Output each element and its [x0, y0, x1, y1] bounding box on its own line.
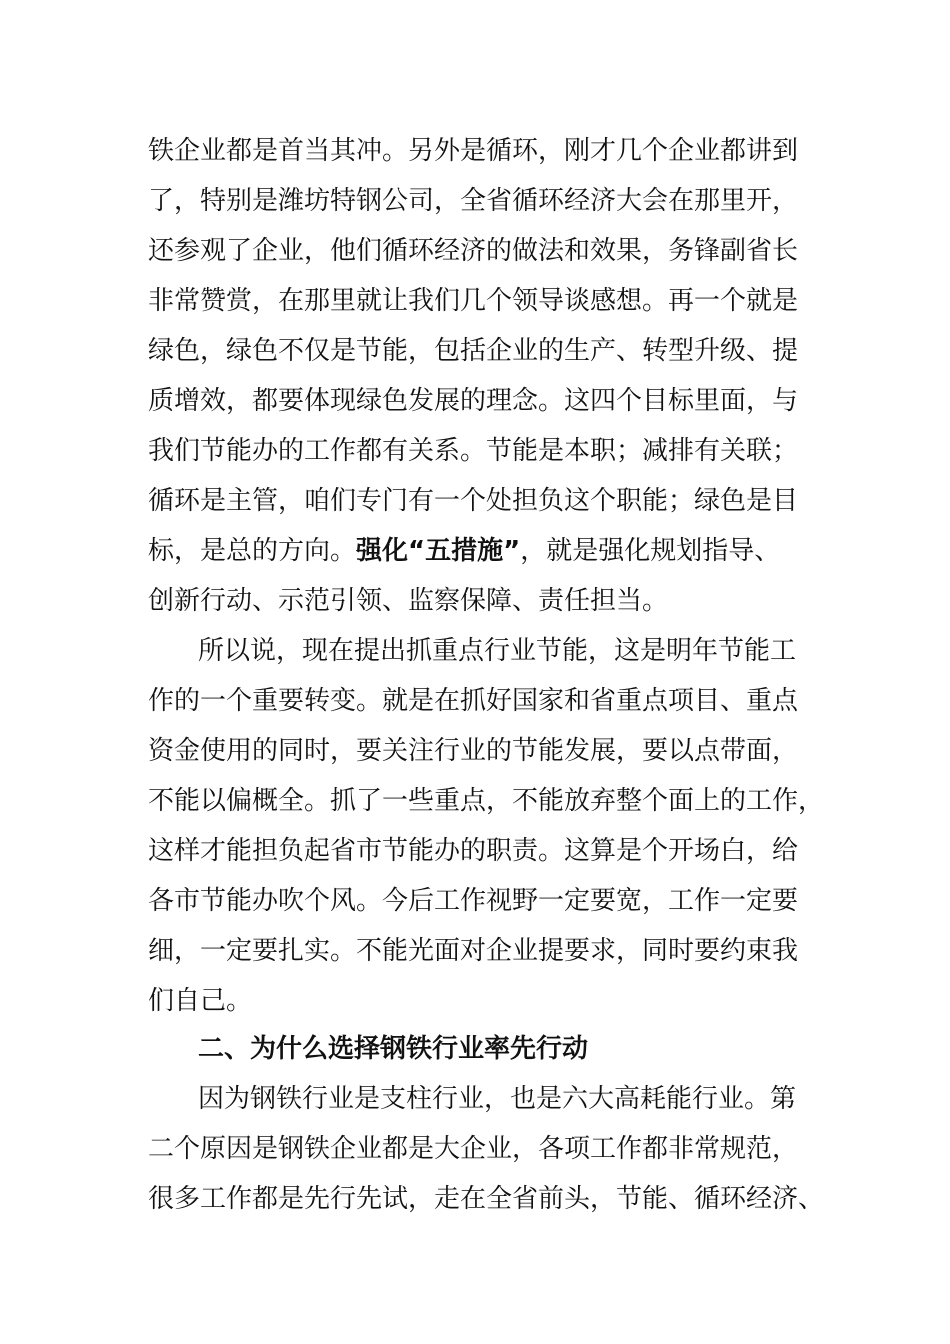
section-heading: 二、为什么选择钢铁行业率先行动	[198, 1034, 589, 1064]
text-line: 细，一定要扎实。不能光面对企业提要求，同时要约束我	[148, 936, 799, 966]
text-line: 很多工作都是先行先试，走在全省前头，节能、循环经济、	[148, 1184, 825, 1214]
text-line: 了，特别是潍坊特钢公司，全省循环经济大会在那里开，	[148, 186, 799, 216]
text-line: 铁企业都是首当其冲。另外是循环，刚才几个企业都讲到	[148, 136, 799, 166]
text-line: 还参观了企业，他们循环经济的做法和效果，务锋副省长	[148, 236, 799, 266]
text-line: 这样才能担负起省市节能办的职责。这算是个开场白，给	[148, 836, 799, 866]
text-line: 资金使用的同时，要关注行业的节能发展，要以点带面，	[148, 736, 799, 766]
text-line: 创新行动、示范引领、监察保障、责任担当。	[148, 586, 669, 616]
paragraph-first-line: 因为钢铁行业是支柱行业，也是六大高耗能行业。第	[198, 1084, 797, 1114]
text-segment: ，就是强化规划指导、	[520, 536, 781, 566]
text-line: 们自己。	[148, 986, 253, 1016]
text-segment: 标，是总的方向。	[148, 536, 357, 566]
text-line: 非常赞赏，在那里就让我们几个领导谈感想。再一个就是	[148, 286, 799, 316]
text-line: 质增效，都要体现绿色发展的理念。这四个目标里面，与	[148, 386, 799, 416]
text-line: 我们节能办的工作都有关系。节能是本职；减排有关联；	[148, 436, 799, 466]
text-line	[148, 536, 780, 566]
text-line: 各市节能办吹个风。今后工作视野一定要宽，工作一定要	[148, 886, 799, 916]
text-line: 二个原因是钢铁企业都是大企业，各项工作都非常规范，	[148, 1134, 799, 1164]
paragraph-first-line: 所以说，现在提出抓重点行业节能，这是明年节能工	[198, 636, 797, 666]
text-line: 循环是主管，咱们专门有一个处担负这个职能；绿色是目	[148, 486, 799, 516]
text-line: 绿色，绿色不仅是节能，包括企业的生产、转型升级、提	[148, 336, 799, 366]
text-line: 不能以偏概全。抓了一些重点，不能放弃整个面上的工作，	[148, 786, 825, 816]
bold-phrase: 强化“五措施”	[356, 536, 521, 566]
text-line: 作的一个重要转变。就是在抓好国家和省重点项目、重点	[148, 686, 799, 716]
